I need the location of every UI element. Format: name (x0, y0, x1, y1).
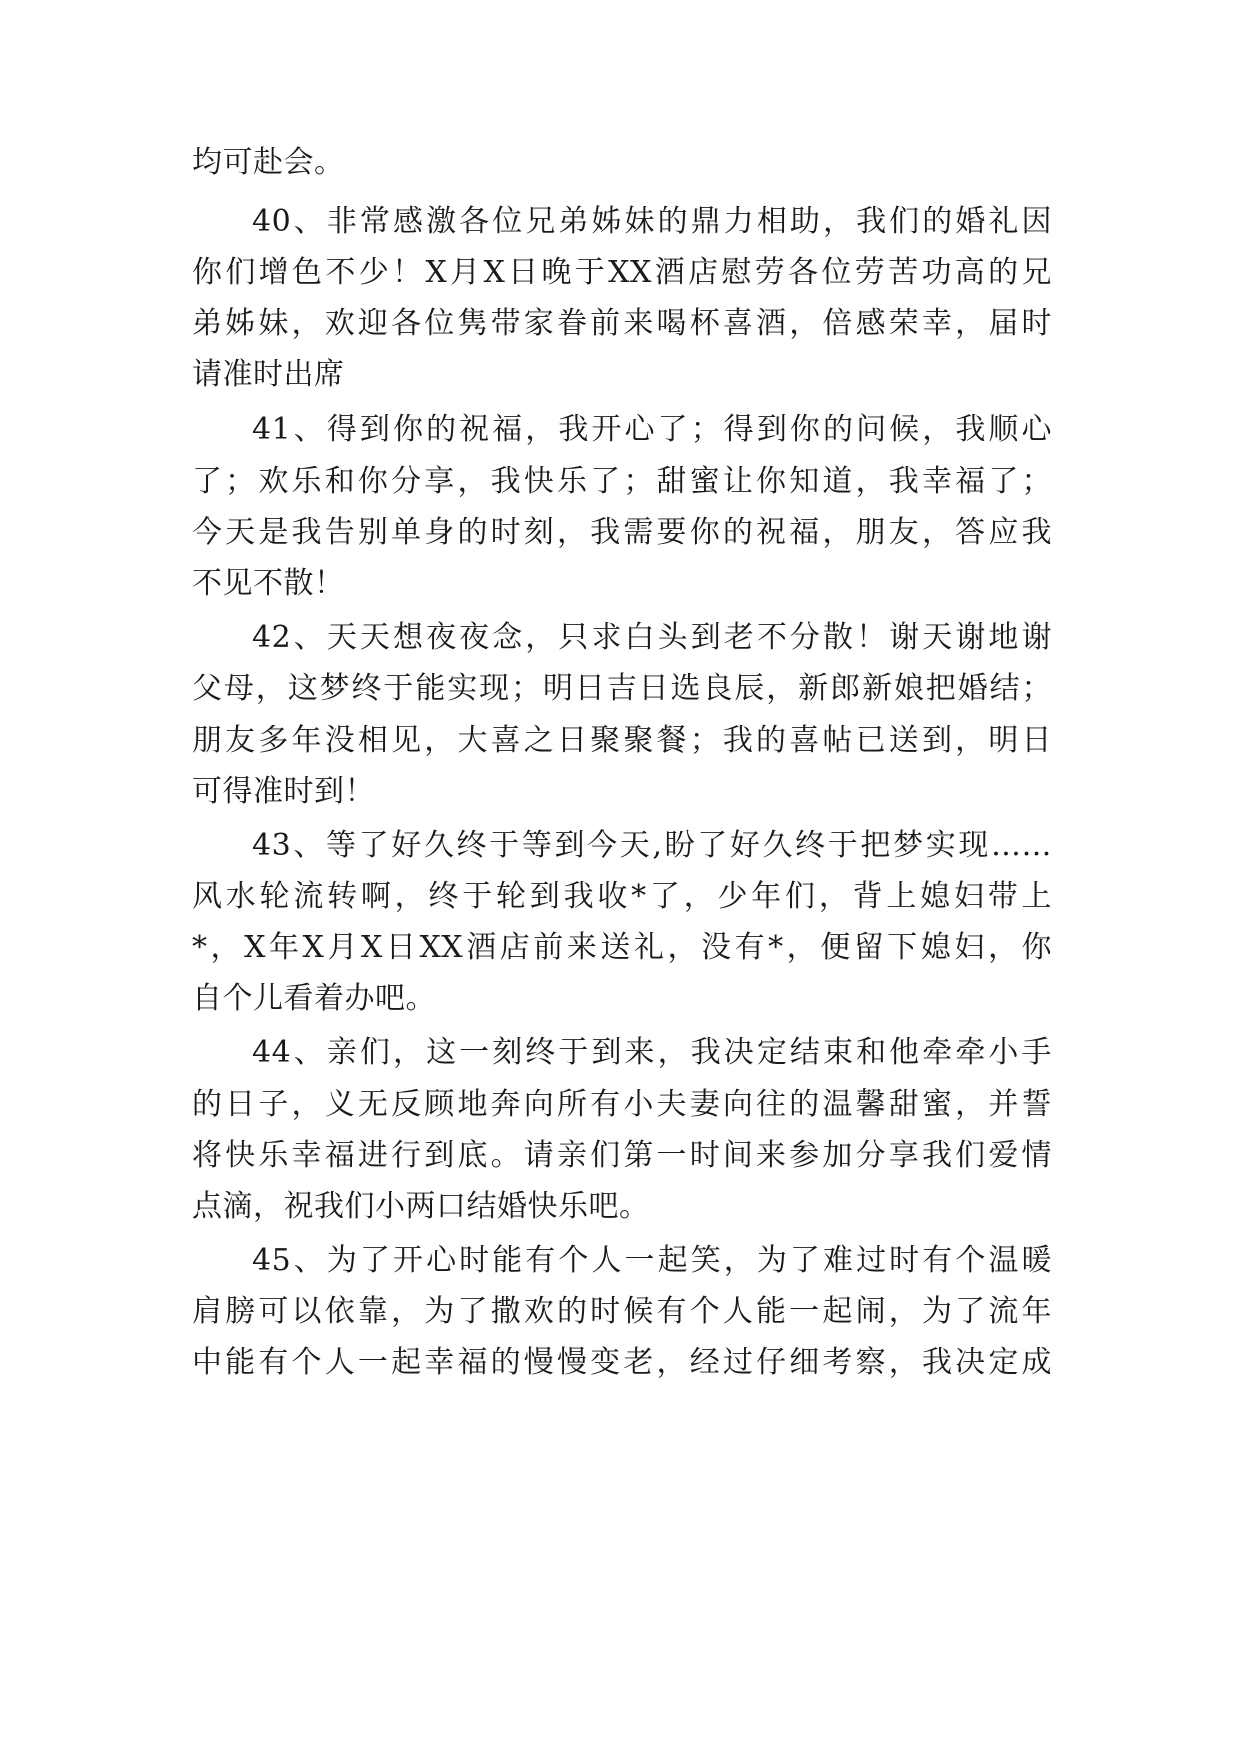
paragraph-43-line: 风水轮流转啊，终于轮到我收*了，少年们，背上媳妇带上 (192, 879, 1052, 914)
paragraph-42-line: 可得准时到！ (192, 774, 375, 809)
paragraph-43-line: 43、等了好久终于等到今天,盼了好久终于把梦实现…… (252, 828, 1052, 863)
paragraph-41-line: 了；欢乐和你分享，我快乐了；甜蜜让你知道，我幸福了； (192, 464, 1052, 499)
paragraph-40-line: 请准时出席 (192, 357, 345, 392)
paragraph-41-line: 41、得到你的祝福，我开心了；得到你的问候，我顺心 (252, 412, 1052, 447)
paragraph-45-line: 中能有个人一起幸福的慢慢变老，经过仔细考察，我决定成 (192, 1345, 1052, 1380)
paragraph-45-line: 45、为了开心时能有个人一起笑，为了难过时有个温暖 (252, 1243, 1052, 1278)
paragraph-42-line: 42、天天想夜夜念，只求白头到老不分散！谢天谢地谢 (252, 620, 1052, 655)
paragraph-43-line: *，X年X月X日XX酒店前来送礼，没有*，便留下媳妇，你 (192, 930, 1052, 965)
paragraph-41-line: 今天是我告别单身的时刻，我需要你的祝福，朋友，答应我 (192, 515, 1052, 550)
paragraph-40-line: 40、非常感激各位兄弟姊妹的鼎力相助，我们的婚礼因 (252, 204, 1052, 239)
paragraph-44-line: 44、亲们，这一刻终于到来，我决定结束和他牵牵小手 (252, 1035, 1052, 1070)
paragraph-43-line: 自个儿看着办吧。 (192, 981, 436, 1016)
paragraph-42-line: 朋友多年没相见，大喜之日聚聚餐；我的喜帖已送到，明日 (192, 723, 1052, 758)
paragraph-44-line: 点滴，祝我们小两口结婚快乐吧。 (192, 1189, 650, 1224)
paragraph-45-line: 肩膀可以依靠，为了撒欢的时候有个人能一起闹，为了流年 (192, 1294, 1052, 1329)
paragraph-44-line: 将快乐幸福进行到底。请亲们第一时间来参加分享我们爱情 (192, 1138, 1052, 1173)
paragraph-44-line: 的日子，义无反顾地奔向所有小夫妻向往的温馨甜蜜，并誓 (192, 1087, 1052, 1122)
text-line: 均可赴会。 (192, 145, 345, 180)
paragraph-40-line: 弟姊妹，欢迎各位隽带家眷前来喝杯喜酒，倍感荣幸，届时 (192, 306, 1052, 341)
paragraph-40-line: 你们增色不少！X月X日晚于XX酒店慰劳各位劳苦功高的兄 (192, 255, 1052, 290)
paragraph-42-line: 父母，这梦终于能实现；明日吉日选良辰，新郎新娘把婚结； (192, 671, 1052, 706)
paragraph-41-line: 不见不散！ (192, 566, 345, 601)
